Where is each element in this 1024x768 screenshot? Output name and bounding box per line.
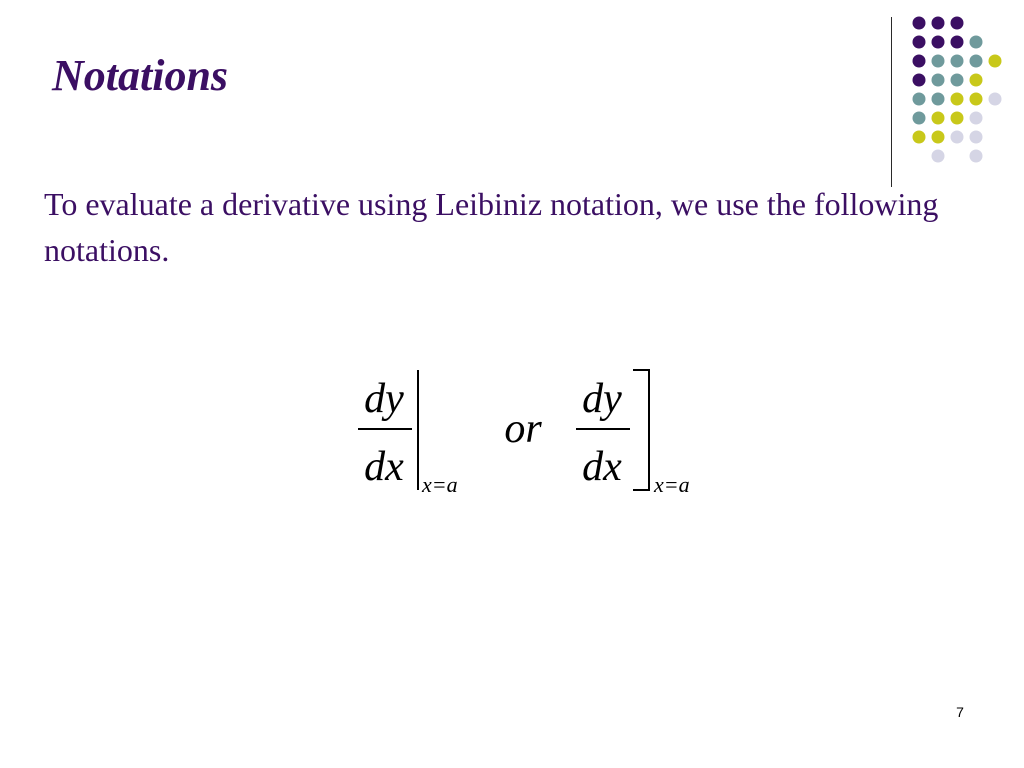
decor-dot — [970, 74, 983, 87]
decor-dot — [913, 74, 926, 87]
decor-dot — [932, 112, 945, 125]
leibniz-notation-formula — [340, 360, 740, 510]
right-bracket — [633, 370, 649, 490]
decor-dot — [913, 36, 926, 49]
formula-denominator-2: dx — [582, 444, 622, 490]
decor-dot — [913, 93, 926, 106]
decor-dot — [989, 55, 1002, 68]
decor-dot — [913, 131, 926, 144]
decor-dot — [970, 93, 983, 106]
decor-dot — [913, 112, 926, 125]
decor-dot — [951, 93, 964, 106]
slide-title: Notations — [52, 51, 229, 100]
decor-dot — [932, 36, 945, 49]
decor-dot — [932, 150, 945, 163]
decor-dot — [989, 93, 1002, 106]
decor-dot — [970, 112, 983, 125]
decor-dot — [970, 150, 983, 163]
decor-dot — [913, 17, 926, 30]
decor-dot — [932, 131, 945, 144]
decor-dot — [970, 36, 983, 49]
formula-connector: or — [504, 406, 542, 452]
decor-dot — [932, 74, 945, 87]
formula-numerator-1: dy — [364, 376, 404, 422]
decor-dot — [951, 74, 964, 87]
slide-body-text: To evaluate a derivative using Leibiniz notation, we use the following notations. — [44, 186, 939, 268]
decor-dot — [951, 55, 964, 68]
decor-dot — [970, 55, 983, 68]
page-number: 7 — [956, 704, 964, 720]
decor-dot — [951, 112, 964, 125]
formula-numerator-2: dy — [582, 376, 622, 422]
decor-dot — [951, 36, 964, 49]
decor-dot — [932, 55, 945, 68]
decor-dot — [932, 17, 945, 30]
decor-dot — [932, 93, 945, 106]
decorative-dot-grid — [0, 0, 1024, 200]
formula-subscript-2: x=a — [654, 472, 690, 497]
decor-dot — [951, 17, 964, 30]
formula-subscript-1: x=a — [422, 472, 458, 497]
decor-dot — [970, 131, 983, 144]
formula-denominator-1: dx — [364, 444, 404, 490]
decor-dot — [951, 131, 964, 144]
decor-dot — [913, 55, 926, 68]
